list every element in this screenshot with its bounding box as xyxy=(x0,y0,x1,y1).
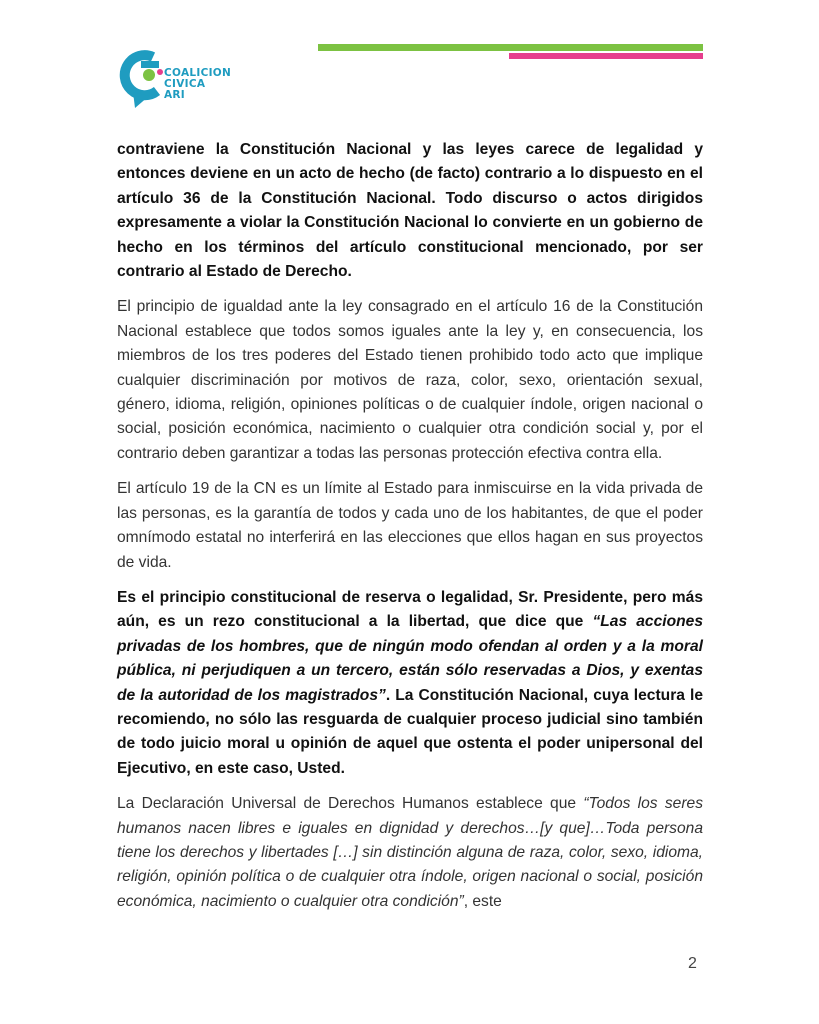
logo-line-2: CIVICA xyxy=(164,78,206,90)
paragraph-1-text: contraviene la Constitución Nacional y las leyes carece de legalidad y entonces deviene en un acto de hecho (de facto) contrario a lo dispuesto en el artículo 36 de la Constitución Nacional. Todo discurso o actos dirigidos expresamente a violar la Constitución Nacional lo convierte en un gobierno de hecho en los términos del artículo constitucional mencionado, por ser contrario al Estado de Derecho. xyxy=(117,141,703,281)
paragraph-4 xyxy=(117,586,703,781)
paragraph-5-quote: “Todos los seres humanos nacen libres e iguales en dignidad y derechos…[y que]…Toda persona tiene los derechos y libertades […] sin distinción alguna de raza, color, sexo, idioma, religión, opinión política o de cualquier otra índole, origen nacional o social, posición económica, nacimiento o cualquier otra condición” xyxy=(117,795,703,910)
logo-wordmark xyxy=(164,68,231,101)
paragraph-1 xyxy=(117,138,703,284)
paragraph-5-text-end: , este xyxy=(463,892,502,910)
header-pink-bar xyxy=(509,53,703,59)
paragraph-5 xyxy=(117,792,703,914)
paragraph-5-text: La Declaración Universal de Derechos Humanos establece que xyxy=(117,795,584,813)
document-body xyxy=(117,138,703,925)
paragraph-4-text: Es el principio constitucional de reserva o legalidad, Sr. Presidente, pero más aún, es un rezo constitucional a la libertad, que dice que xyxy=(117,588,703,631)
paragraph-4-quote: “Las acciones privadas de los hombres, que de ningún modo ofendan al orden y a la moral pública, ni perjudiquen a un tercero, están sólo reservadas a Dios, y exentas de la autoridad de los magistrados” xyxy=(117,613,703,704)
paragraph-2 xyxy=(117,295,703,466)
paragraph-4-text-end: . La Constitución Nacional, cuya lectura le recomiendo, no sólo las resguarda de cualquier proceso judicial sino también de todo juicio moral u opinión de aquel que ostenta el poder unipersonal del Ejecutivo, en este caso, Usted. xyxy=(117,686,704,777)
paragraph-2-text: El principio de igualdad ante la ley consagrado en el artículo 16 de la Constitución Nacional establece que todos somos iguales ante la ley y, en consecuencia, los miembros de los tres poderes del Estado tienen prohibido todo acto que implique cualquier discriminación por motivos de raza, color, sexo, orientación sexual, género, idioma, religión, opiniones políticas o de cualquier índole, origen nacional o social, posición económica, nacimiento o cualquier otra condición social y, por el contrario deben garantizar a todas las personas protección efectiva contra ella. xyxy=(117,298,703,462)
paragraph-3 xyxy=(117,477,703,575)
page-number: 2 xyxy=(688,955,697,972)
paragraph-3-text: El artículo 19 de la CN es un límite al Estado para inmiscuirse en la vida privada de las personas, es la garantía de todos y cada uno de los habitantes, de que el poder omnímodo estatal no interferirá en las elecciones que ellos hagan en sus proyectos de vida. xyxy=(117,480,703,571)
logo-line-1: COALICION xyxy=(164,67,232,79)
header-green-bar xyxy=(318,44,703,51)
logo-line-3: ARI xyxy=(164,89,186,101)
